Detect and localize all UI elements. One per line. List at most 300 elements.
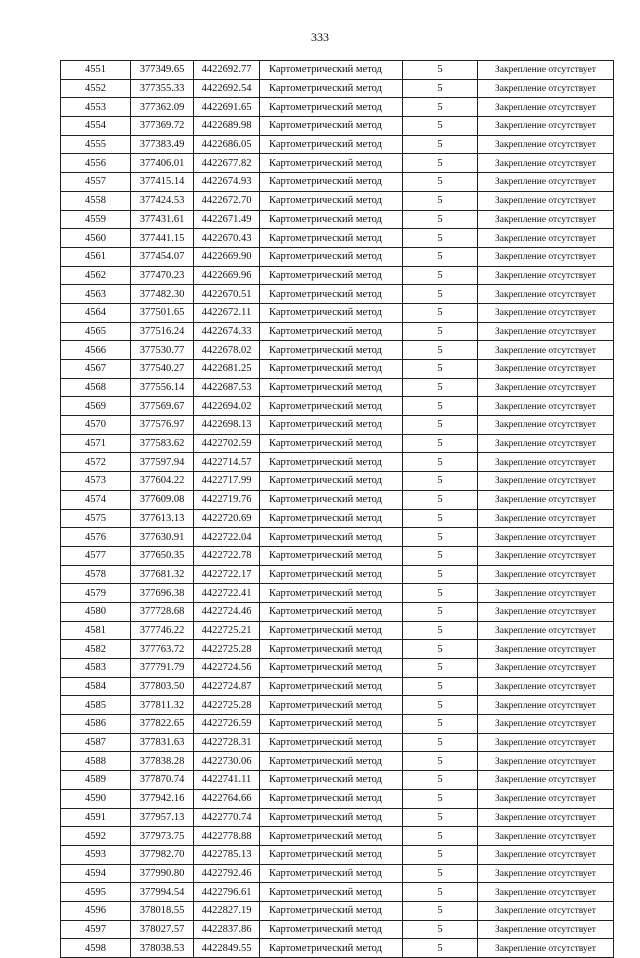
y-coordinate-cell: 4422671.49 xyxy=(194,210,260,229)
fixation-cell: Закрепление отсутствует xyxy=(478,191,614,210)
y-coordinate-cell: 4422691.65 xyxy=(194,98,260,117)
fixation-cell: Закрепление отсутствует xyxy=(478,210,614,229)
fixation-cell: Закрепление отсутствует xyxy=(478,920,614,939)
method-cell: Картометрический метод xyxy=(260,434,403,453)
table-row xyxy=(61,677,614,696)
x-coordinate-cell: 377609.08 xyxy=(131,490,194,509)
table-row xyxy=(61,659,614,678)
x-coordinate-cell: 377583.62 xyxy=(131,434,194,453)
table-row xyxy=(61,472,614,491)
method-cell: Картометрический метод xyxy=(260,883,403,902)
fixation-cell: Закрепление отсутствует xyxy=(478,715,614,734)
accuracy-cell: 5 xyxy=(403,659,478,678)
fixation-cell: Закрепление отсутствует xyxy=(478,883,614,902)
table-row xyxy=(61,808,614,827)
method-cell: Картометрический метод xyxy=(260,79,403,98)
accuracy-cell: 5 xyxy=(403,901,478,920)
x-coordinate-cell: 377369.72 xyxy=(131,117,194,136)
point-number-cell: 4568 xyxy=(61,378,131,397)
point-number-cell: 4559 xyxy=(61,210,131,229)
table-row xyxy=(61,98,614,117)
accuracy-cell: 5 xyxy=(403,621,478,640)
x-coordinate-cell: 377791.79 xyxy=(131,659,194,678)
method-cell: Картометрический метод xyxy=(260,584,403,603)
y-coordinate-cell: 4422678.02 xyxy=(194,341,260,360)
method-cell: Картометрический метод xyxy=(260,173,403,192)
x-coordinate-cell: 377957.13 xyxy=(131,808,194,827)
method-cell: Картометрический метод xyxy=(260,845,403,864)
table-row xyxy=(61,546,614,565)
accuracy-cell: 5 xyxy=(403,79,478,98)
table-row xyxy=(61,61,614,80)
point-number-cell: 4583 xyxy=(61,659,131,678)
table-row xyxy=(61,733,614,752)
table-row xyxy=(61,584,614,603)
accuracy-cell: 5 xyxy=(403,845,478,864)
y-coordinate-cell: 4422837.86 xyxy=(194,920,260,939)
method-cell: Картометрический метод xyxy=(260,416,403,435)
table-row xyxy=(61,229,614,248)
fixation-cell: Закрепление отсутствует xyxy=(478,939,614,958)
table-row xyxy=(61,864,614,883)
fixation-cell: Закрепление отсутствует xyxy=(478,677,614,696)
point-number-cell: 4588 xyxy=(61,752,131,771)
fixation-cell: Закрепление отсутствует xyxy=(478,864,614,883)
point-number-cell: 4576 xyxy=(61,528,131,547)
point-number-cell: 4593 xyxy=(61,845,131,864)
method-cell: Картометрический метод xyxy=(260,154,403,173)
accuracy-cell: 5 xyxy=(403,696,478,715)
x-coordinate-cell: 377576.97 xyxy=(131,416,194,435)
x-coordinate-cell: 377424.53 xyxy=(131,191,194,210)
table-row xyxy=(61,397,614,416)
y-coordinate-cell: 4422698.13 xyxy=(194,416,260,435)
x-coordinate-cell: 377556.14 xyxy=(131,378,194,397)
method-cell: Картометрический метод xyxy=(260,247,403,266)
y-coordinate-cell: 4422778.88 xyxy=(194,827,260,846)
y-coordinate-cell: 4422670.51 xyxy=(194,285,260,304)
method-cell: Картометрический метод xyxy=(260,341,403,360)
fixation-cell: Закрепление отсутствует xyxy=(478,752,614,771)
table-row xyxy=(61,920,614,939)
method-cell: Картометрический метод xyxy=(260,453,403,472)
table-row xyxy=(61,434,614,453)
table-row xyxy=(61,453,614,472)
x-coordinate-cell: 377811.32 xyxy=(131,696,194,715)
point-number-cell: 4557 xyxy=(61,173,131,192)
fixation-cell: Закрепление отсутствует xyxy=(478,453,614,472)
x-coordinate-cell: 377540.27 xyxy=(131,360,194,379)
coordinates-table-body xyxy=(61,61,614,958)
accuracy-cell: 5 xyxy=(403,509,478,528)
method-cell: Картометрический метод xyxy=(260,229,403,248)
point-number-cell: 4594 xyxy=(61,864,131,883)
method-cell: Картометрический метод xyxy=(260,135,403,154)
point-number-cell: 4563 xyxy=(61,285,131,304)
accuracy-cell: 5 xyxy=(403,584,478,603)
table-row xyxy=(61,79,614,98)
method-cell: Картометрический метод xyxy=(260,659,403,678)
fixation-cell: Закрепление отсутствует xyxy=(478,322,614,341)
table-row xyxy=(61,173,614,192)
point-number-cell: 4555 xyxy=(61,135,131,154)
coordinates-table xyxy=(60,60,614,958)
fixation-cell: Закрепление отсутствует xyxy=(478,640,614,659)
x-coordinate-cell: 377870.74 xyxy=(131,771,194,790)
fixation-cell: Закрепление отсутствует xyxy=(478,696,614,715)
x-coordinate-cell: 377942.16 xyxy=(131,789,194,808)
accuracy-cell: 5 xyxy=(403,191,478,210)
method-cell: Картометрический метод xyxy=(260,117,403,136)
point-number-cell: 4596 xyxy=(61,901,131,920)
accuracy-cell: 5 xyxy=(403,210,478,229)
accuracy-cell: 5 xyxy=(403,247,478,266)
y-coordinate-cell: 4422714.57 xyxy=(194,453,260,472)
table-row xyxy=(61,322,614,341)
fixation-cell: Закрепление отсутствует xyxy=(478,490,614,509)
accuracy-cell: 5 xyxy=(403,117,478,136)
accuracy-cell: 5 xyxy=(403,640,478,659)
y-coordinate-cell: 4422849.55 xyxy=(194,939,260,958)
fixation-cell: Закрепление отсутствует xyxy=(478,901,614,920)
point-number-cell: 4573 xyxy=(61,472,131,491)
table-row xyxy=(61,789,614,808)
fixation-cell: Закрепление отсутствует xyxy=(478,584,614,603)
method-cell: Картометрический метод xyxy=(260,939,403,958)
method-cell: Картометрический метод xyxy=(260,827,403,846)
accuracy-cell: 5 xyxy=(403,490,478,509)
y-coordinate-cell: 4422670.43 xyxy=(194,229,260,248)
x-coordinate-cell: 377441.15 xyxy=(131,229,194,248)
y-coordinate-cell: 4422692.77 xyxy=(194,61,260,80)
fixation-cell: Закрепление отсутствует xyxy=(478,61,614,80)
fixation-cell: Закрепление отсутствует xyxy=(478,360,614,379)
x-coordinate-cell: 377406.01 xyxy=(131,154,194,173)
point-number-cell: 4580 xyxy=(61,602,131,621)
x-coordinate-cell: 377530.77 xyxy=(131,341,194,360)
accuracy-cell: 5 xyxy=(403,341,478,360)
x-coordinate-cell: 378027.57 xyxy=(131,920,194,939)
table-row xyxy=(61,752,614,771)
y-coordinate-cell: 4422725.21 xyxy=(194,621,260,640)
y-coordinate-cell: 4422672.11 xyxy=(194,303,260,322)
x-coordinate-cell: 377383.49 xyxy=(131,135,194,154)
fixation-cell: Закрепление отсутствует xyxy=(478,509,614,528)
table-row xyxy=(61,247,614,266)
y-coordinate-cell: 4422681.25 xyxy=(194,360,260,379)
point-number-cell: 4578 xyxy=(61,565,131,584)
table-row xyxy=(61,939,614,958)
x-coordinate-cell: 377994.54 xyxy=(131,883,194,902)
table-row xyxy=(61,360,614,379)
x-coordinate-cell: 377630.91 xyxy=(131,528,194,547)
table-row xyxy=(61,416,614,435)
y-coordinate-cell: 4422728.31 xyxy=(194,733,260,752)
method-cell: Картометрический метод xyxy=(260,696,403,715)
accuracy-cell: 5 xyxy=(403,135,478,154)
method-cell: Картометрический метод xyxy=(260,397,403,416)
method-cell: Картометрический метод xyxy=(260,528,403,547)
point-number-cell: 4556 xyxy=(61,154,131,173)
fixation-cell: Закрепление отсутствует xyxy=(478,602,614,621)
method-cell: Картометрический метод xyxy=(260,602,403,621)
y-coordinate-cell: 4422677.82 xyxy=(194,154,260,173)
x-coordinate-cell: 377650.35 xyxy=(131,546,194,565)
y-coordinate-cell: 4422722.41 xyxy=(194,584,260,603)
method-cell: Картометрический метод xyxy=(260,472,403,491)
accuracy-cell: 5 xyxy=(403,733,478,752)
fixation-cell: Закрепление отсутствует xyxy=(478,827,614,846)
point-number-cell: 4591 xyxy=(61,808,131,827)
point-number-cell: 4590 xyxy=(61,789,131,808)
x-coordinate-cell: 377516.24 xyxy=(131,322,194,341)
x-coordinate-cell: 377763.72 xyxy=(131,640,194,659)
point-number-cell: 4589 xyxy=(61,771,131,790)
fixation-cell: Закрепление отсутствует xyxy=(478,733,614,752)
table-row xyxy=(61,845,614,864)
y-coordinate-cell: 4422689.98 xyxy=(194,117,260,136)
method-cell: Картометрический метод xyxy=(260,266,403,285)
y-coordinate-cell: 4422725.28 xyxy=(194,696,260,715)
x-coordinate-cell: 377982.70 xyxy=(131,845,194,864)
table-row xyxy=(61,901,614,920)
method-cell: Картометрический метод xyxy=(260,378,403,397)
fixation-cell: Закрепление отсутствует xyxy=(478,341,614,360)
fixation-cell: Закрепление отсутствует xyxy=(478,79,614,98)
y-coordinate-cell: 4422722.17 xyxy=(194,565,260,584)
fixation-cell: Закрепление отсутствует xyxy=(478,98,614,117)
y-coordinate-cell: 4422730.06 xyxy=(194,752,260,771)
accuracy-cell: 5 xyxy=(403,173,478,192)
point-number-cell: 4565 xyxy=(61,322,131,341)
y-coordinate-cell: 4422741.11 xyxy=(194,771,260,790)
table-row xyxy=(61,565,614,584)
x-coordinate-cell: 377803.50 xyxy=(131,677,194,696)
x-coordinate-cell: 377569.67 xyxy=(131,397,194,416)
x-coordinate-cell: 377746.22 xyxy=(131,621,194,640)
method-cell: Картометрический метод xyxy=(260,285,403,304)
fixation-cell: Закрепление отсутствует xyxy=(478,789,614,808)
method-cell: Картометрический метод xyxy=(260,191,403,210)
method-cell: Картометрический метод xyxy=(260,640,403,659)
accuracy-cell: 5 xyxy=(403,322,478,341)
accuracy-cell: 5 xyxy=(403,715,478,734)
method-cell: Картометрический метод xyxy=(260,546,403,565)
point-number-cell: 4592 xyxy=(61,827,131,846)
point-number-cell: 4570 xyxy=(61,416,131,435)
x-coordinate-cell: 377501.65 xyxy=(131,303,194,322)
method-cell: Картометрический метод xyxy=(260,303,403,322)
accuracy-cell: 5 xyxy=(403,285,478,304)
method-cell: Картометрический метод xyxy=(260,677,403,696)
table-row xyxy=(61,696,614,715)
y-coordinate-cell: 4422672.70 xyxy=(194,191,260,210)
table-row xyxy=(61,378,614,397)
table-row xyxy=(61,490,614,509)
accuracy-cell: 5 xyxy=(403,789,478,808)
method-cell: Картометрический метод xyxy=(260,360,403,379)
table-row xyxy=(61,771,614,790)
y-coordinate-cell: 4422724.46 xyxy=(194,602,260,621)
point-number-cell: 4595 xyxy=(61,883,131,902)
fixation-cell: Закрепление отсутствует xyxy=(478,117,614,136)
fixation-cell: Закрепление отсутствует xyxy=(478,546,614,565)
y-coordinate-cell: 4422692.54 xyxy=(194,79,260,98)
accuracy-cell: 5 xyxy=(403,546,478,565)
accuracy-cell: 5 xyxy=(403,472,478,491)
x-coordinate-cell: 377696.38 xyxy=(131,584,194,603)
point-number-cell: 4554 xyxy=(61,117,131,136)
fixation-cell: Закрепление отсутствует xyxy=(478,771,614,790)
x-coordinate-cell: 377604.22 xyxy=(131,472,194,491)
y-coordinate-cell: 4422726.59 xyxy=(194,715,260,734)
fixation-cell: Закрепление отсутствует xyxy=(478,565,614,584)
method-cell: Картометрический метод xyxy=(260,621,403,640)
y-coordinate-cell: 4422674.33 xyxy=(194,322,260,341)
table-row xyxy=(61,602,614,621)
y-coordinate-cell: 4422722.04 xyxy=(194,528,260,547)
point-number-cell: 4582 xyxy=(61,640,131,659)
accuracy-cell: 5 xyxy=(403,453,478,472)
point-number-cell: 4571 xyxy=(61,434,131,453)
table-row xyxy=(61,154,614,173)
table-row xyxy=(61,135,614,154)
fixation-cell: Закрепление отсутствует xyxy=(478,173,614,192)
table-row xyxy=(61,285,614,304)
y-coordinate-cell: 4422724.56 xyxy=(194,659,260,678)
table-row xyxy=(61,191,614,210)
table-row xyxy=(61,117,614,136)
fixation-cell: Закрепление отсутствует xyxy=(478,659,614,678)
table-row xyxy=(61,210,614,229)
point-number-cell: 4552 xyxy=(61,79,131,98)
table-row xyxy=(61,528,614,547)
point-number-cell: 4566 xyxy=(61,341,131,360)
point-number-cell: 4572 xyxy=(61,453,131,472)
accuracy-cell: 5 xyxy=(403,360,478,379)
table-row xyxy=(61,715,614,734)
point-number-cell: 4574 xyxy=(61,490,131,509)
x-coordinate-cell: 377613.13 xyxy=(131,509,194,528)
x-coordinate-cell: 377973.75 xyxy=(131,827,194,846)
method-cell: Картометрический метод xyxy=(260,61,403,80)
fixation-cell: Закрепление отсутствует xyxy=(478,285,614,304)
accuracy-cell: 5 xyxy=(403,416,478,435)
method-cell: Картометрический метод xyxy=(260,210,403,229)
y-coordinate-cell: 4422792.46 xyxy=(194,864,260,883)
fixation-cell: Закрепление отсутствует xyxy=(478,416,614,435)
accuracy-cell: 5 xyxy=(403,602,478,621)
point-number-cell: 4597 xyxy=(61,920,131,939)
y-coordinate-cell: 4422796.61 xyxy=(194,883,260,902)
accuracy-cell: 5 xyxy=(403,939,478,958)
point-number-cell: 4581 xyxy=(61,621,131,640)
x-coordinate-cell: 377822.65 xyxy=(131,715,194,734)
y-coordinate-cell: 4422722.78 xyxy=(194,546,260,565)
accuracy-cell: 5 xyxy=(403,61,478,80)
table-row xyxy=(61,883,614,902)
y-coordinate-cell: 4422686.05 xyxy=(194,135,260,154)
accuracy-cell: 5 xyxy=(403,397,478,416)
y-coordinate-cell: 4422717.99 xyxy=(194,472,260,491)
accuracy-cell: 5 xyxy=(403,229,478,248)
table-row xyxy=(61,621,614,640)
method-cell: Картометрический метод xyxy=(260,901,403,920)
accuracy-cell: 5 xyxy=(403,303,478,322)
point-number-cell: 4560 xyxy=(61,229,131,248)
method-cell: Картометрический метод xyxy=(260,490,403,509)
x-coordinate-cell: 377362.09 xyxy=(131,98,194,117)
method-cell: Картометрический метод xyxy=(260,752,403,771)
point-number-cell: 4561 xyxy=(61,247,131,266)
point-number-cell: 4567 xyxy=(61,360,131,379)
point-number-cell: 4558 xyxy=(61,191,131,210)
fixation-cell: Закрепление отсутствует xyxy=(478,229,614,248)
accuracy-cell: 5 xyxy=(403,864,478,883)
x-coordinate-cell: 377470.23 xyxy=(131,266,194,285)
x-coordinate-cell: 377415.14 xyxy=(131,173,194,192)
x-coordinate-cell: 377990.80 xyxy=(131,864,194,883)
y-coordinate-cell: 4422719.76 xyxy=(194,490,260,509)
fixation-cell: Закрепление отсутствует xyxy=(478,397,614,416)
y-coordinate-cell: 4422674.93 xyxy=(194,173,260,192)
method-cell: Картометрический метод xyxy=(260,98,403,117)
point-number-cell: 4577 xyxy=(61,546,131,565)
accuracy-cell: 5 xyxy=(403,920,478,939)
point-number-cell: 4553 xyxy=(61,98,131,117)
y-coordinate-cell: 4422785.13 xyxy=(194,845,260,864)
point-number-cell: 4564 xyxy=(61,303,131,322)
x-coordinate-cell: 377728.68 xyxy=(131,602,194,621)
method-cell: Картометрический метод xyxy=(260,715,403,734)
accuracy-cell: 5 xyxy=(403,677,478,696)
fixation-cell: Закрепление отсутствует xyxy=(478,247,614,266)
x-coordinate-cell: 378038.53 xyxy=(131,939,194,958)
point-number-cell: 4562 xyxy=(61,266,131,285)
y-coordinate-cell: 4422669.90 xyxy=(194,247,260,266)
point-number-cell: 4598 xyxy=(61,939,131,958)
x-coordinate-cell: 377597.94 xyxy=(131,453,194,472)
fixation-cell: Закрепление отсутствует xyxy=(478,472,614,491)
fixation-cell: Закрепление отсутствует xyxy=(478,154,614,173)
accuracy-cell: 5 xyxy=(403,528,478,547)
fixation-cell: Закрепление отсутствует xyxy=(478,434,614,453)
fixation-cell: Закрепление отсутствует xyxy=(478,135,614,154)
fixation-cell: Закрепление отсутствует xyxy=(478,845,614,864)
x-coordinate-cell: 377482.30 xyxy=(131,285,194,304)
accuracy-cell: 5 xyxy=(403,808,478,827)
point-number-cell: 4586 xyxy=(61,715,131,734)
accuracy-cell: 5 xyxy=(403,98,478,117)
method-cell: Картометрический метод xyxy=(260,509,403,528)
x-coordinate-cell: 377349.65 xyxy=(131,61,194,80)
point-number-cell: 4569 xyxy=(61,397,131,416)
y-coordinate-cell: 4422687.53 xyxy=(194,378,260,397)
table-row xyxy=(61,509,614,528)
point-number-cell: 4579 xyxy=(61,584,131,603)
accuracy-cell: 5 xyxy=(403,565,478,584)
page-number: 333 xyxy=(311,30,329,44)
x-coordinate-cell: 377355.33 xyxy=(131,79,194,98)
table-row xyxy=(61,827,614,846)
fixation-cell: Закрепление отсутствует xyxy=(478,528,614,547)
table-row xyxy=(61,303,614,322)
method-cell: Картометрический метод xyxy=(260,920,403,939)
method-cell: Картометрический метод xyxy=(260,322,403,341)
point-number-cell: 4585 xyxy=(61,696,131,715)
y-coordinate-cell: 4422770.74 xyxy=(194,808,260,827)
fixation-cell: Закрепление отсутствует xyxy=(478,621,614,640)
